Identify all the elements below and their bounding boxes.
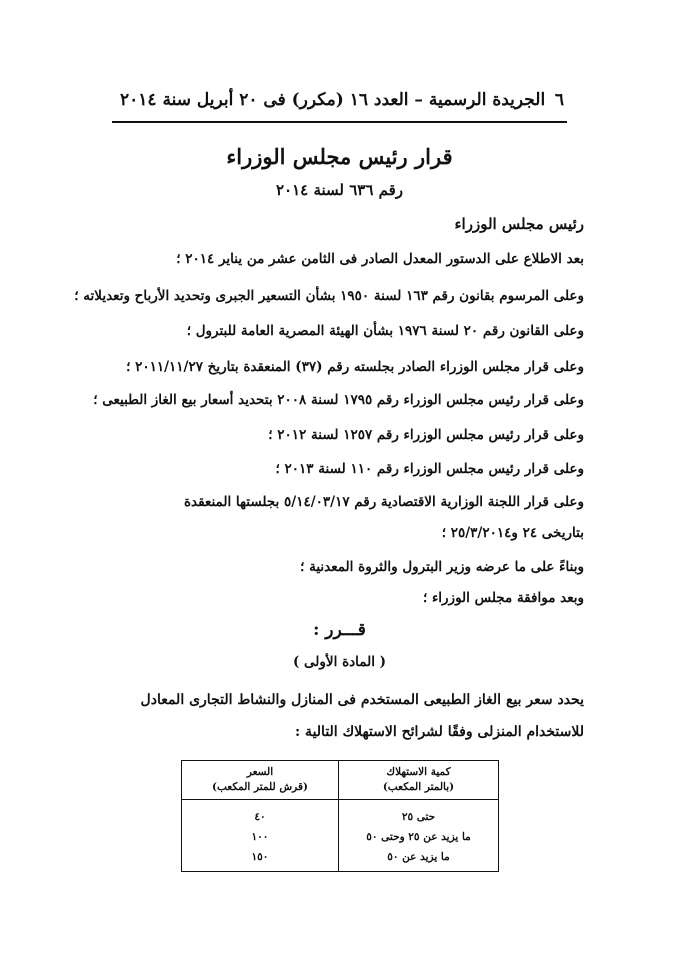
article-title: ( المادة الأولى ) [292, 654, 387, 670]
cell-price: ١٥٠ [251, 851, 269, 863]
table-header-row [182, 761, 498, 800]
cell-consumption: حتى ٢٥ [401, 811, 436, 823]
preamble-line: بتاريخى ٢٤ و٢٥/٣/٢٠١٤ ؛ [441, 525, 584, 541]
page-number: ٦ [554, 90, 564, 110]
preamble-line: وعلى القانون رقم ٢٠ لسنة ١٩٧٦ بشأن الهيئة المصرية العامة للبترول ؛ [186, 323, 584, 339]
header-consumption-unit: (بالمتر المكعب) [382, 781, 455, 793]
preamble-line: وعلى قرار رئيس مجلس الوزراء رقم ١٧٩٥ لسنة ٢٠٠٨ بتحديد أسعار بيع الغاز الطبيعى ؛ [93, 392, 584, 408]
header-consumption-title: كمية الاستهلاك [386, 766, 451, 778]
table-row [182, 807, 498, 827]
preamble-line: وعلى قرار مجلس الوزراء الصادر بجلسته رقم (٣٧) المنعقدة بتاريخ ٢٠١١/١١/٢٧ ؛ [126, 359, 584, 375]
cell-price: ١٠٠ [251, 831, 269, 843]
page-header [120, 88, 564, 112]
preamble-line: وعلى قرار رئيس مجلس الوزراء رقم ١١٠ لسنة ٢٠١٣ ؛ [275, 461, 584, 477]
header-price-unit: (قرش للمتر المكعب) [212, 781, 308, 793]
decree-word: قـــرر : [313, 620, 366, 640]
table-row [182, 847, 498, 867]
cell-consumption: ما يزيد عن ٥٠ [387, 851, 450, 863]
cell-consumption: ما يزيد عن ٢٥ وحتى ٥٠ [366, 831, 471, 843]
header-divider [112, 121, 567, 123]
article-body-line: للاستخدام المنزلى وفقًا لشرائح الاستهلاك التالية : [295, 724, 584, 740]
preamble-line: بعد الاطلاع على الدستور المعدل الصادر فى الثامن عشر من يناير ٢٠١٤ ؛ [176, 251, 584, 267]
preamble-line: وبناءً على ما عرضه وزير البترول والثروة المعدنية ؛ [300, 559, 584, 575]
issuer-heading: رئيس مجلس الوزراء [454, 215, 584, 233]
publication-line: الجريدة الرسمية – العدد ١٦ (مكرر) فى ٢٠ أبريل سنة ٢٠١٤ [120, 90, 546, 110]
preamble-line: وعلى المرسوم بقانون رقم ١٦٣ لسنة ١٩٥٠ بشأن التسعير الجبرى وتحديد الأرباح وتعديلاته ؛ [74, 288, 584, 304]
article-body-line: يحدد سعر بيع الغاز الطبيعى المستخدم فى المنازل والنشاط التجارى المعادل [140, 692, 584, 708]
decree-number: رقم ٦٣٦ لسنة ٢٠١٤ [276, 181, 403, 199]
table-header-price [182, 765, 338, 795]
header-price-title: السعر [246, 766, 274, 778]
preamble-line: وعلى قرار رئيس مجلس الوزراء رقم ١٢٥٧ لسنة ٢٠١٢ ؛ [268, 427, 584, 443]
decree-title: قرار رئيس مجلس الوزراء [226, 144, 453, 169]
table-header-consumption [339, 765, 498, 795]
preamble-line: وبعد موافقة مجلس الوزراء ؛ [422, 590, 584, 606]
consumption-price-table [181, 760, 499, 872]
preamble-line: وعلى قرار اللجنة الوزارية الاقتصادية رقم ٥/١٤/٠٣/١٧ بجلستها المنعقدة [183, 494, 584, 510]
cell-price: ٤٠ [254, 811, 266, 823]
table-row [182, 827, 498, 847]
